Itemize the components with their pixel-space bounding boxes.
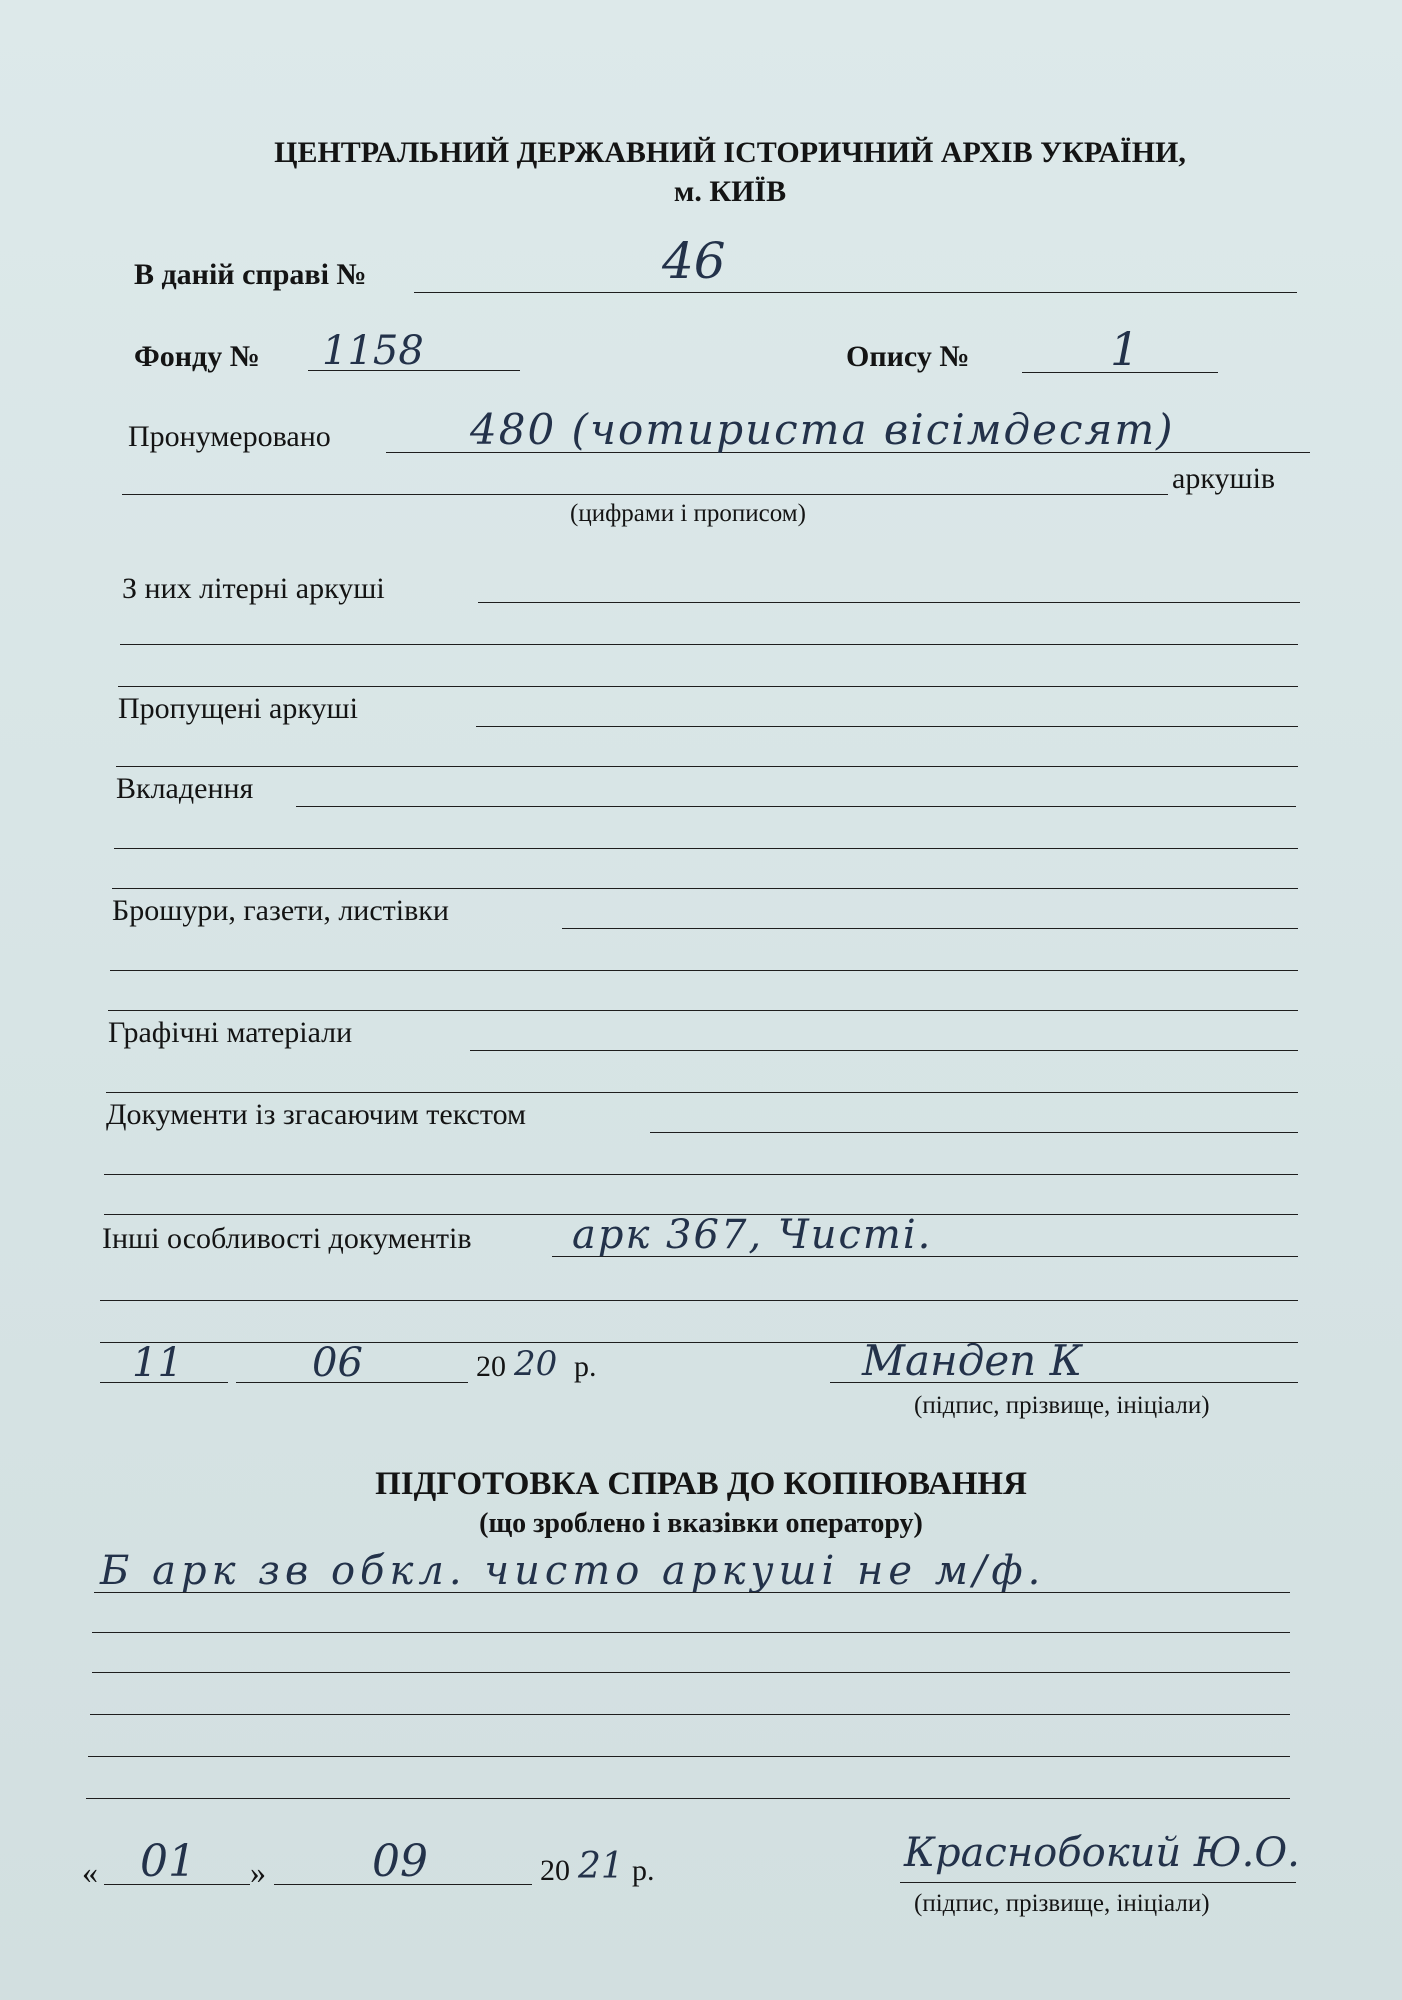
copying-subtitle: (що зроблено і вказівки оператору) bbox=[479, 1508, 923, 1539]
other-features-line-2 bbox=[100, 1300, 1298, 1301]
letter-sheets-line-1 bbox=[478, 602, 1300, 603]
opys-value: 1 bbox=[1110, 322, 1140, 376]
brochures-label: Брошури, газети, листівки bbox=[112, 894, 449, 927]
copying-line-1 bbox=[94, 1592, 1290, 1593]
copying-line-6 bbox=[86, 1798, 1290, 1799]
date1-day: 11 bbox=[132, 1340, 183, 1386]
letter-sheets-label: З них літерні аркуші bbox=[122, 572, 385, 605]
numbered-caption: (цифрами і прописом) bbox=[570, 500, 806, 527]
missing-sheets-line-2 bbox=[116, 766, 1298, 767]
missing-sheets-label: Пропущені аркуші bbox=[118, 692, 358, 725]
brochures-line-2 bbox=[110, 970, 1298, 971]
date1-year-prefix: 20 bbox=[476, 1350, 506, 1383]
opys-label: Опису № bbox=[846, 340, 970, 373]
numbered-suffix: аркушів bbox=[1172, 462, 1276, 495]
fading-text-label: Документи із згасаючим текстом bbox=[106, 1098, 526, 1131]
fading-text-line-2 bbox=[104, 1174, 1298, 1175]
graphics-line-1 bbox=[470, 1050, 1298, 1051]
letter-sheets-line-3 bbox=[118, 686, 1298, 687]
graphics-label: Графічні матеріали bbox=[108, 1016, 353, 1049]
attachments-line-1 bbox=[296, 806, 1296, 807]
missing-sheets-line-1 bbox=[476, 726, 1298, 727]
other-features-line-3 bbox=[100, 1342, 1298, 1343]
numbered-label: Пронумеровано bbox=[128, 420, 331, 453]
date2-day: 01 bbox=[140, 1836, 196, 1887]
attachments-line-2 bbox=[114, 848, 1298, 849]
archive-title: ЦЕНТРАЛЬНИЙ ДЕРЖАВНИЙ ІСТОРИЧНИЙ АРХІВ УКРАЇНИ, bbox=[274, 136, 1186, 169]
copying-note: Б арк зв обкл. чисто аркуші не м/ф. bbox=[100, 1548, 1046, 1594]
numbered-line-2 bbox=[122, 494, 1168, 495]
date2-year-prefix: 20 bbox=[540, 1854, 570, 1887]
fond-value: 1158 bbox=[322, 328, 424, 374]
copying-line-4 bbox=[90, 1714, 1290, 1715]
date1-year-suffix: 20 bbox=[514, 1344, 558, 1384]
case-number-line bbox=[414, 292, 1297, 293]
fond-label: Фонду № bbox=[134, 340, 260, 373]
brochures-line-1 bbox=[562, 928, 1298, 929]
date2-unit: р. bbox=[632, 1854, 655, 1887]
signature2-line bbox=[900, 1882, 1296, 1883]
date1-month: 06 bbox=[312, 1340, 363, 1386]
date2-month: 09 bbox=[372, 1836, 428, 1887]
archive-city: м. КИЇВ bbox=[673, 175, 787, 208]
copying-title: ПІДГОТОВКА СПРАВ ДО КОПІЮВАННЯ bbox=[375, 1466, 1027, 1502]
fading-text-line-1 bbox=[650, 1132, 1298, 1133]
letter-sheets-line-2 bbox=[120, 644, 1298, 645]
other-features-value: арк 367, Чисті. bbox=[572, 1212, 933, 1258]
signature1-name: Мандеп К bbox=[862, 1336, 1083, 1385]
copying-line-5 bbox=[88, 1756, 1290, 1757]
graphics-line-2 bbox=[106, 1092, 1298, 1093]
date2-close-quote: » bbox=[250, 1854, 266, 1890]
signature2-caption: (підпис, прізвище, ініціали) bbox=[914, 1890, 1210, 1917]
date2-year-suffix: 21 bbox=[578, 1846, 624, 1887]
signature2-name: Краснобокий Ю.О. bbox=[904, 1830, 1300, 1876]
copying-line-2 bbox=[92, 1632, 1290, 1633]
case-number-value: 46 bbox=[662, 232, 726, 290]
other-features-label: Інші особливості документів bbox=[102, 1222, 472, 1255]
attachments-label: Вкладення bbox=[116, 772, 254, 805]
copying-line-3 bbox=[92, 1672, 1290, 1673]
case-number-label: В даній справі № bbox=[134, 258, 367, 291]
numbered-value: 480 (чотириста вісімдесят) bbox=[470, 405, 1175, 454]
signature1-caption: (підпис, прізвище, ініціали) bbox=[914, 1392, 1210, 1419]
attachments-line-3 bbox=[112, 888, 1298, 889]
date1-unit: р. bbox=[574, 1350, 597, 1383]
date2-open-quote: « bbox=[82, 1854, 98, 1890]
brochures-line-3 bbox=[108, 1010, 1298, 1011]
